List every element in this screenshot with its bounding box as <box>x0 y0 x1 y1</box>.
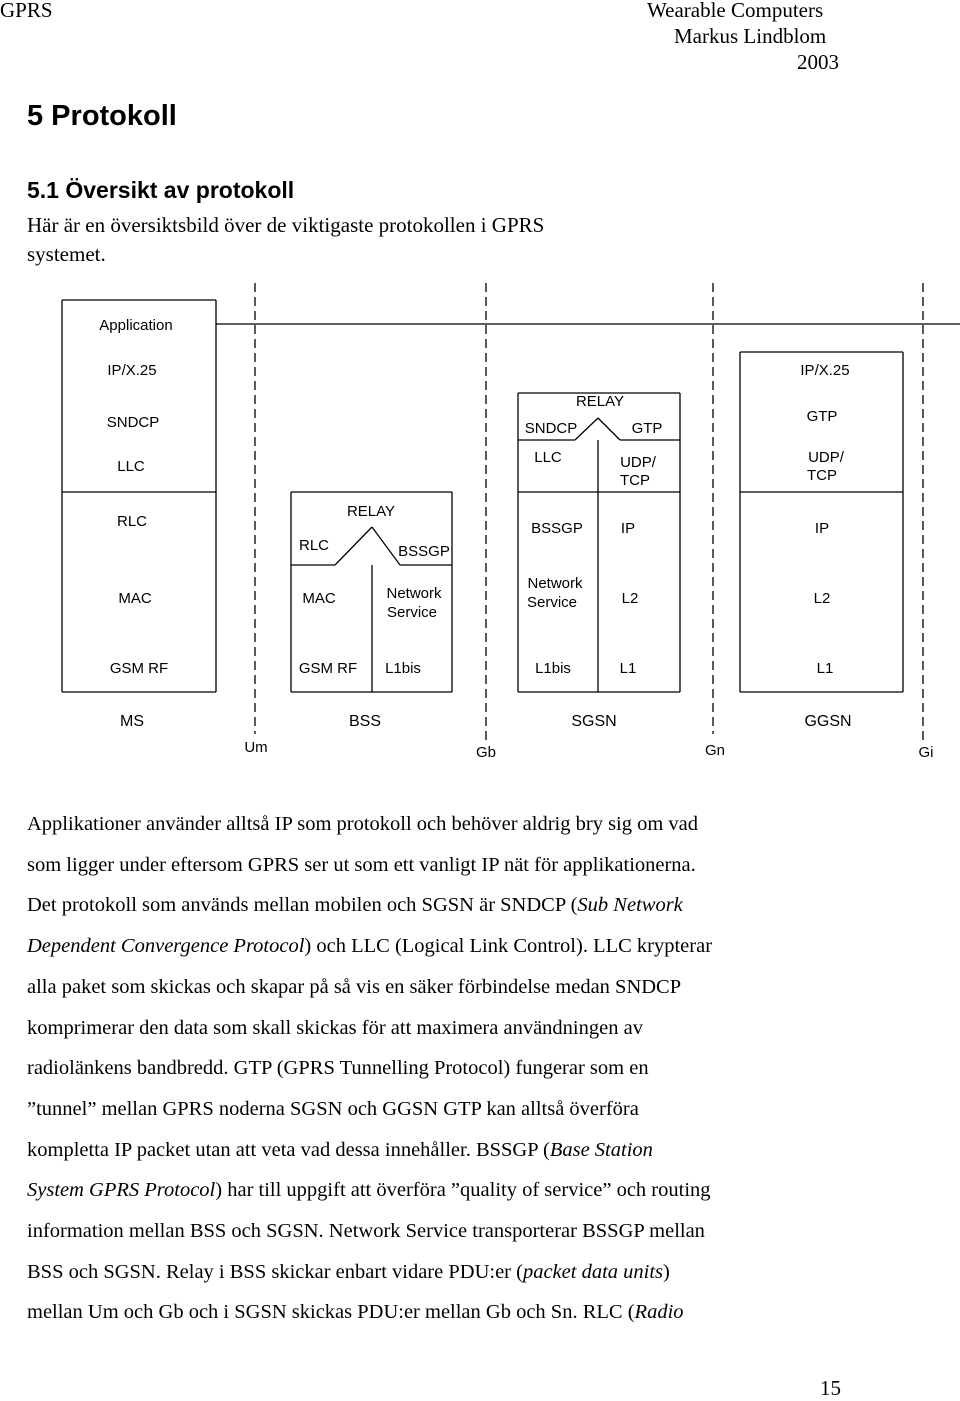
paragraph-line <box>27 1211 712 1252</box>
text-run: ) har till uppgift att överföra ”quality of service” och routing <box>215 1179 711 1202</box>
header-right-line-3: 2003 <box>797 50 839 74</box>
text-run: komprimerar den data som skall skickas för att maximera användningen av <box>27 1016 643 1039</box>
italic-text: Radio <box>634 1301 684 1324</box>
label-ms-llc: LLC <box>117 458 145 475</box>
header-left: GPRS <box>0 0 53 22</box>
label-bss-ns-1: Network <box>386 585 442 602</box>
text-run: information mellan BSS och SGSN. Network Service transporterar BSSGP mellan <box>27 1220 705 1243</box>
italic-text: Sub Network <box>577 894 683 917</box>
label-bss-ns-2: Service <box>386 604 438 621</box>
label-interface-gi: Gi <box>918 744 934 761</box>
label-ms-ipx25: IP/X.25 <box>107 362 157 379</box>
paragraph-line <box>27 1048 712 1089</box>
label-bss-l1bis: L1bis <box>385 660 421 677</box>
label-sgsn-l2: L2 <box>621 590 639 607</box>
paragraph-line <box>27 885 712 926</box>
text-run: Det protokoll som används mellan mobilen och SGSN är SNDCP ( <box>27 894 578 917</box>
label-node-sgsn: SGSN <box>571 713 617 730</box>
ms-stack-box <box>62 300 216 692</box>
label-ms-sndcp: SNDCP <box>106 414 160 431</box>
text-run: BSS och SGSN. Relay i BSS skickar enbart vidare PDU:er ( <box>27 1260 523 1283</box>
protocol-stack-diagram <box>0 270 960 770</box>
label-ms-mac: MAC <box>118 590 152 607</box>
label-bss-bssgp: BSSGP <box>398 543 450 560</box>
page-number: 15 <box>820 1376 841 1400</box>
label-ggsn-udp-2: TCP <box>807 467 837 484</box>
text-run: mellan Um och Gb och i SGSN skickas PDU:er mellan Gb och Sn. RLC ( <box>27 1301 635 1324</box>
subsection-title: 5.1 Översikt av protokoll <box>27 177 295 203</box>
header-right-line-1: Wearable Computers <box>647 0 824 22</box>
label-bss-mac: MAC <box>302 590 336 607</box>
label-sgsn-relay: RELAY <box>575 393 625 410</box>
paragraph-line <box>27 967 712 1008</box>
text-run: kompletta IP packet utan att veta vad dessa innehåller. BSSGP ( <box>27 1138 550 1161</box>
sgsn-stack-box <box>518 393 680 692</box>
section-title: 5 Protokoll <box>27 100 177 132</box>
label-sgsn-ip: IP <box>620 520 636 537</box>
label-sgsn-l1: L1 <box>619 660 637 677</box>
text-run: Applikationer använder alltså IP som protokoll och behöver aldrig bry sig om vad <box>27 813 699 835</box>
label-sgsn-ns-1: Network <box>527 575 583 592</box>
label-ms-rlc: RLC <box>116 513 148 530</box>
label-sgsn-l1bis: L1bis <box>535 660 571 677</box>
label-bss-gsmrf: GSM RF <box>298 660 358 677</box>
label-node-bss: BSS <box>348 713 382 730</box>
label-ggsn-l1: L1 <box>816 660 834 677</box>
paragraph-line <box>27 804 712 845</box>
italic-text: Dependent Convergence Protocol <box>27 935 305 958</box>
paragraph-line <box>27 1252 712 1293</box>
italic-text: packet data units <box>522 1260 664 1283</box>
italic-text: Base Station <box>549 1138 653 1161</box>
label-sgsn-udp-2: TCP <box>620 472 650 489</box>
label-ggsn-gtp: GTP <box>806 408 838 425</box>
paragraph-line <box>27 1089 712 1130</box>
label-application: Application <box>99 317 173 334</box>
body-paragraph <box>27 804 712 1333</box>
label-ggsn-udp-1: UDP/ <box>808 449 844 466</box>
paragraph-line <box>27 845 712 886</box>
label-node-ms: MS <box>120 713 144 730</box>
label-ggsn-l2: L2 <box>813 590 831 607</box>
label-sgsn-llc: LLC <box>534 449 562 466</box>
paragraph-line <box>27 1170 712 1211</box>
label-sgsn-sndcp: SNDCP <box>524 420 578 437</box>
label-ggsn-ipx25: IP/X.25 <box>800 362 850 379</box>
text-run: radiolänkens bandbredd. GTP (GPRS Tunnelling Protocol) fungerar som en <box>27 1057 649 1080</box>
paragraph-line <box>27 926 712 967</box>
label-interface-gn: Gn <box>704 742 726 759</box>
label-interface-gb: Gb <box>475 744 497 761</box>
paragraph-line <box>27 1008 712 1049</box>
label-ms-gsmrf: GSM RF <box>109 660 169 677</box>
label-sgsn-ns-2: Service <box>526 594 578 611</box>
text-run: ”tunnel” mellan GPRS noderna SGSN och GGSN GTP kan alltså överföra <box>27 1097 639 1120</box>
intro-line-2: systemet. <box>27 242 106 266</box>
label-sgsn-bssgp: BSSGP <box>531 520 583 537</box>
text-run: ) <box>663 1260 670 1283</box>
label-bss-rlc: RLC <box>298 537 330 554</box>
text-run: som ligger under eftersom GPRS ser ut som ett vanligt IP nät för applikationerna. <box>27 853 696 876</box>
label-ggsn-ip: IP <box>814 520 830 537</box>
label-interface-um: Um <box>244 739 268 756</box>
italic-text: System GPRS Protocol <box>27 1179 216 1202</box>
label-sgsn-udp-1: UDP/ <box>620 454 656 471</box>
intro-line-1: Här är en översiktsbild över de viktigaste protokollen i GPRS <box>27 213 545 237</box>
text-run: ) och LLC (Logical Link Control). LLC krypterar <box>304 935 713 958</box>
header-right-line-2: Markus Lindblom <box>674 24 827 48</box>
text-run: alla paket som skickas och skapar på så vis en säker förbindelse medan SNDCP <box>27 975 682 998</box>
label-node-ggsn: GGSN <box>804 713 852 730</box>
paragraph-line <box>27 1292 712 1333</box>
label-bss-relay: RELAY <box>346 503 396 520</box>
paragraph-line <box>27 1130 712 1171</box>
label-sgsn-gtp: GTP <box>631 420 663 437</box>
